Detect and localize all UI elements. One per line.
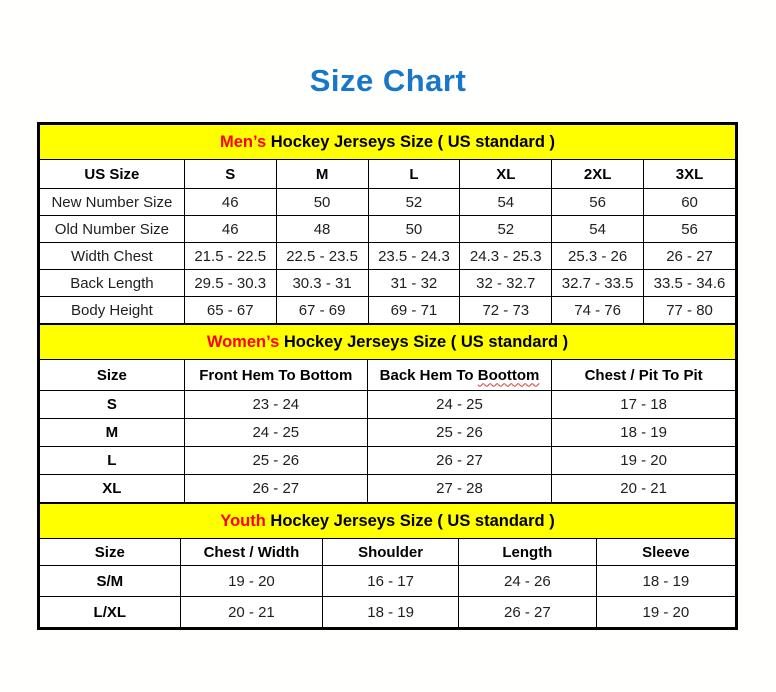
row-label: L bbox=[40, 447, 185, 475]
table-cell: 18 - 19 bbox=[596, 566, 735, 597]
row-label: Width Chest bbox=[40, 243, 185, 270]
mens-size-table bbox=[39, 124, 736, 324]
table-cell: 17 - 18 bbox=[552, 391, 736, 419]
row-label: L/XL bbox=[40, 597, 181, 628]
column-header: Chest / Width bbox=[180, 539, 323, 566]
row-label: Body Height bbox=[40, 297, 185, 324]
column-header: Shoulder bbox=[323, 539, 459, 566]
mens-header-row bbox=[40, 160, 736, 189]
table-cell: 26 - 27 bbox=[644, 243, 736, 270]
mens-band-text: Hockey Jerseys Size ( US standard ) bbox=[266, 132, 556, 151]
womens-band-title bbox=[40, 325, 736, 360]
table-cell: 31 - 32 bbox=[368, 270, 460, 297]
table-row bbox=[40, 189, 736, 216]
table-row bbox=[40, 216, 736, 243]
column-header: XL bbox=[460, 160, 552, 189]
column-header: Length bbox=[458, 539, 596, 566]
table-cell: 50 bbox=[276, 189, 368, 216]
table-cell: 74 - 76 bbox=[552, 297, 644, 324]
youth-size-table bbox=[39, 503, 736, 628]
table-row bbox=[40, 419, 736, 447]
column-header: Chest / Pit To Pit bbox=[552, 360, 736, 391]
mens-band-highlight: Men’s bbox=[219, 132, 267, 151]
womens-band-row bbox=[40, 325, 736, 360]
table-cell: 72 - 73 bbox=[460, 297, 552, 324]
table-cell: 33.5 - 34.6 bbox=[644, 270, 736, 297]
table-cell: 52 bbox=[368, 189, 460, 216]
column-header bbox=[367, 360, 551, 391]
youth-band-highlight: Youth bbox=[220, 511, 266, 530]
table-cell: 24 - 26 bbox=[458, 566, 596, 597]
table-cell: 25 - 26 bbox=[367, 419, 551, 447]
table-cell: 54 bbox=[460, 189, 552, 216]
table-row bbox=[40, 447, 736, 475]
page-title: Size Chart bbox=[309, 63, 467, 98]
table-cell: 60 bbox=[644, 189, 736, 216]
table-cell: 19 - 20 bbox=[552, 447, 736, 475]
table-row bbox=[40, 475, 736, 503]
mens-band-title bbox=[40, 125, 736, 160]
row-label: S/M bbox=[40, 566, 181, 597]
table-cell: 21.5 - 22.5 bbox=[184, 243, 276, 270]
table-cell: 30.3 - 31 bbox=[276, 270, 368, 297]
table-cell: 56 bbox=[644, 216, 736, 243]
table-cell: 22.5 - 23.5 bbox=[276, 243, 368, 270]
misspelled-word-squiggle: Boottom bbox=[477, 366, 540, 384]
table-cell: 18 - 19 bbox=[323, 597, 459, 628]
table-cell: 26 - 27 bbox=[184, 475, 367, 503]
womens-band-text: Hockey Jerseys Size ( US standard ) bbox=[279, 332, 569, 351]
table-cell: 26 - 27 bbox=[458, 597, 596, 628]
table-cell: 27 - 28 bbox=[367, 475, 551, 503]
womens-size-table bbox=[39, 324, 736, 503]
table-row bbox=[40, 597, 736, 628]
column-header: US Size bbox=[40, 160, 185, 189]
table-cell: 23.5 - 24.3 bbox=[368, 243, 460, 270]
table-cell: 20 - 21 bbox=[180, 597, 323, 628]
table-cell: 67 - 69 bbox=[276, 297, 368, 324]
table-row bbox=[40, 243, 736, 270]
column-header: Size bbox=[40, 360, 185, 391]
row-label: S bbox=[40, 391, 185, 419]
table-cell: 65 - 67 bbox=[184, 297, 276, 324]
table-cell: 46 bbox=[184, 189, 276, 216]
row-label: Back Length bbox=[40, 270, 185, 297]
row-label: M bbox=[40, 419, 185, 447]
table-cell: 32.7 - 33.5 bbox=[552, 270, 644, 297]
table-cell: 54 bbox=[552, 216, 644, 243]
row-label: Old Number Size bbox=[40, 216, 185, 243]
column-header: S bbox=[184, 160, 276, 189]
column-header: 3XL bbox=[644, 160, 736, 189]
table-cell: 69 - 71 bbox=[368, 297, 460, 324]
table-cell: 24 - 25 bbox=[184, 419, 367, 447]
table-cell: 16 - 17 bbox=[323, 566, 459, 597]
youth-header-row bbox=[40, 539, 736, 566]
table-cell: 20 - 21 bbox=[552, 475, 736, 503]
table-cell: 25.3 - 26 bbox=[552, 243, 644, 270]
column-header: Sleeve bbox=[596, 539, 735, 566]
table-row bbox=[40, 391, 736, 419]
table-row bbox=[40, 297, 736, 324]
womens-band-highlight: Women’s bbox=[206, 332, 280, 351]
table-row bbox=[40, 566, 736, 597]
row-label: XL bbox=[40, 475, 185, 503]
table-cell: 25 - 26 bbox=[184, 447, 367, 475]
table-cell: 18 - 19 bbox=[552, 419, 736, 447]
column-header: L bbox=[368, 160, 460, 189]
table-cell: 48 bbox=[276, 216, 368, 243]
table-cell: 52 bbox=[460, 216, 552, 243]
table-cell: 19 - 20 bbox=[596, 597, 735, 628]
table-cell: 24 - 25 bbox=[367, 391, 551, 419]
table-cell: 26 - 27 bbox=[367, 447, 551, 475]
table-cell: 56 bbox=[552, 189, 644, 216]
column-header: Size bbox=[40, 539, 181, 566]
table-cell: 23 - 24 bbox=[184, 391, 367, 419]
womens-header-row bbox=[40, 360, 736, 391]
table-cell: 46 bbox=[184, 216, 276, 243]
table-cell: 77 - 80 bbox=[644, 297, 736, 324]
table-cell: 32 - 32.7 bbox=[460, 270, 552, 297]
column-header: M bbox=[276, 160, 368, 189]
column-header: 2XL bbox=[552, 160, 644, 189]
table-cell: 24.3 - 25.3 bbox=[460, 243, 552, 270]
table-cell: 50 bbox=[368, 216, 460, 243]
table-cell: 19 - 20 bbox=[180, 566, 323, 597]
youth-band-text: Hockey Jerseys Size ( US standard ) bbox=[265, 511, 555, 530]
youth-band-row bbox=[40, 504, 736, 539]
row-label: New Number Size bbox=[40, 189, 185, 216]
column-header-text: Back Hem To bbox=[379, 366, 478, 384]
size-chart-container bbox=[37, 122, 738, 630]
column-header: Front Hem To Bottom bbox=[184, 360, 367, 391]
table-row bbox=[40, 270, 736, 297]
youth-band-title bbox=[40, 504, 736, 539]
table-cell: 29.5 - 30.3 bbox=[184, 270, 276, 297]
mens-band-row bbox=[40, 125, 736, 160]
